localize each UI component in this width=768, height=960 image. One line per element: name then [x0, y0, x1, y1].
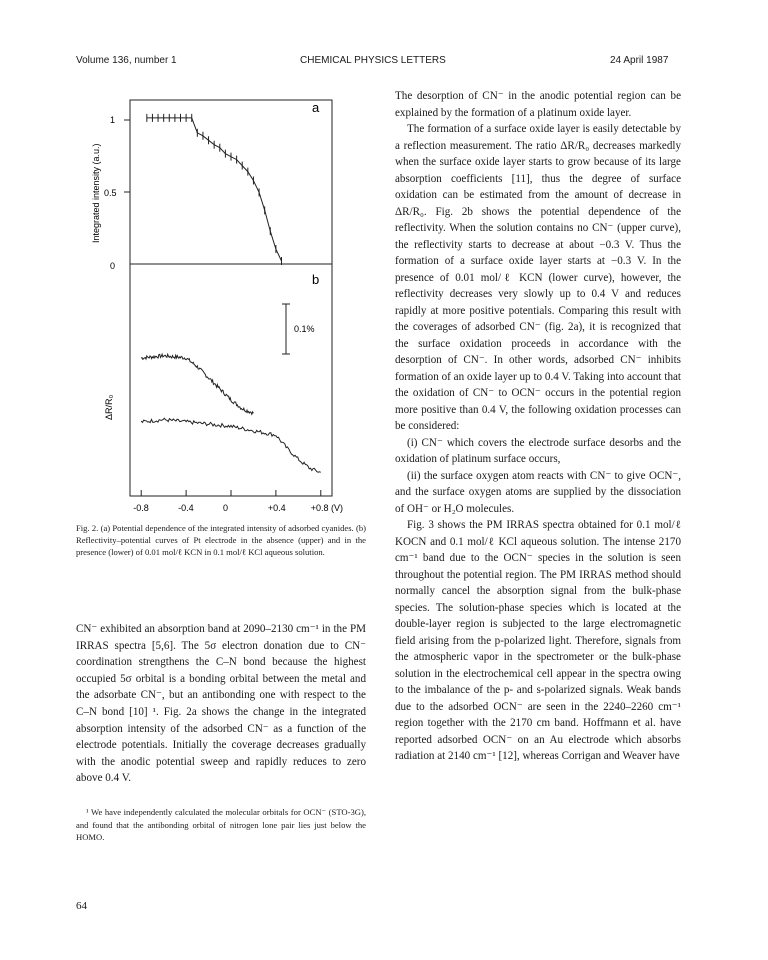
y-axis-label-b: ΔR/R₀: [104, 394, 114, 420]
running-header-journal: CHEMICAL PHYSICS LETTERS: [300, 55, 446, 66]
footnote-text: ¹ We have independently calculated the molecular orbitals for OCN⁻ (STO-3G), and found that the antibonding orbital of nitrogen lone pair lies just below the HOMO.: [76, 807, 366, 843]
paragraph: (ii) the surface oxygen atom reacts with CN⁻ to give OCN⁻, and the surface oxygen atoms are supplied by the dissociation of OH⁻ or H₂O molecules.: [395, 469, 681, 515]
footnote: [76, 806, 366, 844]
paragraph: The desorption of CN⁻ in the anodic potential region can be explained by the formation of a platinum oxide layer.: [395, 90, 681, 119]
paragraph: (i) CN⁻ which covers the electrode surface desorbs and the oxidation of platinum surface occurs,: [395, 436, 681, 465]
panel-a-coverage-curve: [147, 114, 282, 265]
x-tick-label: +0.4: [267, 503, 286, 513]
panel-a-frame: [130, 100, 332, 264]
panel-a-label: a: [312, 100, 320, 115]
figure-caption: Fig. 2. (a) Potential dependence of the integrated intensity of adsorbed cyanides. (b) Reflectivity–potential curves of Pt electrode in the absence (upper) and in the presence (lower) of 0.01 mol/ℓ KCN in 0.1 mol/ℓ KCl aqueous solution.: [76, 523, 366, 558]
panel-b-label: b: [312, 272, 320, 287]
running-header-volume: Volume 136, number 1: [76, 55, 177, 66]
upper-curve: [141, 354, 253, 414]
coverage-line: [147, 118, 282, 261]
x-axis-ticks: [133, 490, 343, 513]
figure-2: [90, 88, 352, 528]
left-column-text: [76, 621, 366, 787]
scale-bar-label: 0.1%: [294, 324, 315, 334]
y-tick-1: 1: [110, 115, 116, 125]
panel-b-frame: [130, 264, 332, 496]
right-column-text: [395, 88, 681, 765]
running-header-date: 24 April 1987: [610, 55, 669, 66]
x-tick-label: -0.4: [178, 503, 194, 513]
panel-b-reflectivity-curves: [141, 354, 321, 472]
x-tick-label: -0.8: [133, 503, 149, 513]
x-tick-label: 0: [223, 503, 229, 513]
paragraph: Fig. 3 shows the PM IRRAS spectra obtained for 0.1 mol/ℓ KOCN and 0.1 mol/ℓ KCl aqueous solution. The intense 2170 cm⁻¹ band due to the OCN⁻ species in the solution is seen throughout the potential region. The PM IRRAS method should normally cancel the absorption signal from the bulk-phase species. The solution-phase species which is located at the double-layer region is subjected to the large electromagnetic field arising from the p-polarized light. Therefore, signals from the atmospheric vapor in the spectrometer or the bulk-phase solution in the electrochemical cell appear in the spectra owing to the imbalance of the p- and s-polarized signals. Weak bands due to the adsorbed OCN⁻ are seen in the 2240–2260 cm⁻¹ region together with the 2170 cm band. Hoffmann et al. have reported adsorbed OCN⁻ on an Au electrode which absorbs radiation at 2140 cm⁻¹ [12], whereas Corrigan and Weaver have: [395, 519, 681, 762]
x-tick-label: +0.8 (V): [310, 503, 344, 513]
y-tick-0.5: 0.5: [104, 188, 117, 198]
page-number: 64: [76, 900, 87, 912]
y-axis-label-a: Integrated intensity (a.u.): [91, 143, 101, 243]
y-tick-0: 0: [110, 261, 116, 271]
paragraph: CN⁻ exhibited an absorption band at 2090–2130 cm⁻¹ in the PM IRRAS spectra [5,6]. The 5σ electron donation due to CN⁻ coordination strengthens the C–N bond because the highest occupied 5σ orbital is a bonding orbital between the metal and the adsorbate CN⁻, but an antibonding one with respect to the C–N bond [10] ¹. Fig. 2a shows the change in the integrated absorption intensity of the adsorbed CN⁻ as a function of the electrode potentials. Initially the coverage decreases gradually with the anodic potential sweep and rapidly reduces to zero above 0.4 V.: [76, 623, 366, 785]
paragraph: The formation of a surface oxide layer is easily detectable by a reflection measurement. The ratio ΔR/R₀ decreases markedly when the surface oxide layer starts to grow because of its large absorption coefficients [11], thus the degree of surface oxidation can be estimated from the amount of decrease in ΔR/R₀. Fig. 2b shows the potential dependence of the reflectivity. When the solution contains no CN⁻ (upper curve), the reflectivity starts to decrease at about −0.3 V. Thus the formation of a surface oxide layer starts at −0.3 V. In the presence of 0.01 mol/ℓ KCN (lower curve), however, the reflectivity decreases very slowly up to 0.4 V and reduces rapidly at more positive potentials. Comparing this result with the coverages of adsorbed CN⁻ (fig. 2a), it is recognized that the surface oxidation proceeds in accordance with the desorption of CN⁻. In other words, adsorbed CN⁻ inhibits formation of an oxide layer up to 0.4 V. Taking into account that the oxidation of CN⁻ to OCN⁻ occurs in the potential region more positive than 0.4 V, the following oxidation processes can be considered:: [395, 123, 681, 432]
lower-curve: [141, 418, 321, 472]
